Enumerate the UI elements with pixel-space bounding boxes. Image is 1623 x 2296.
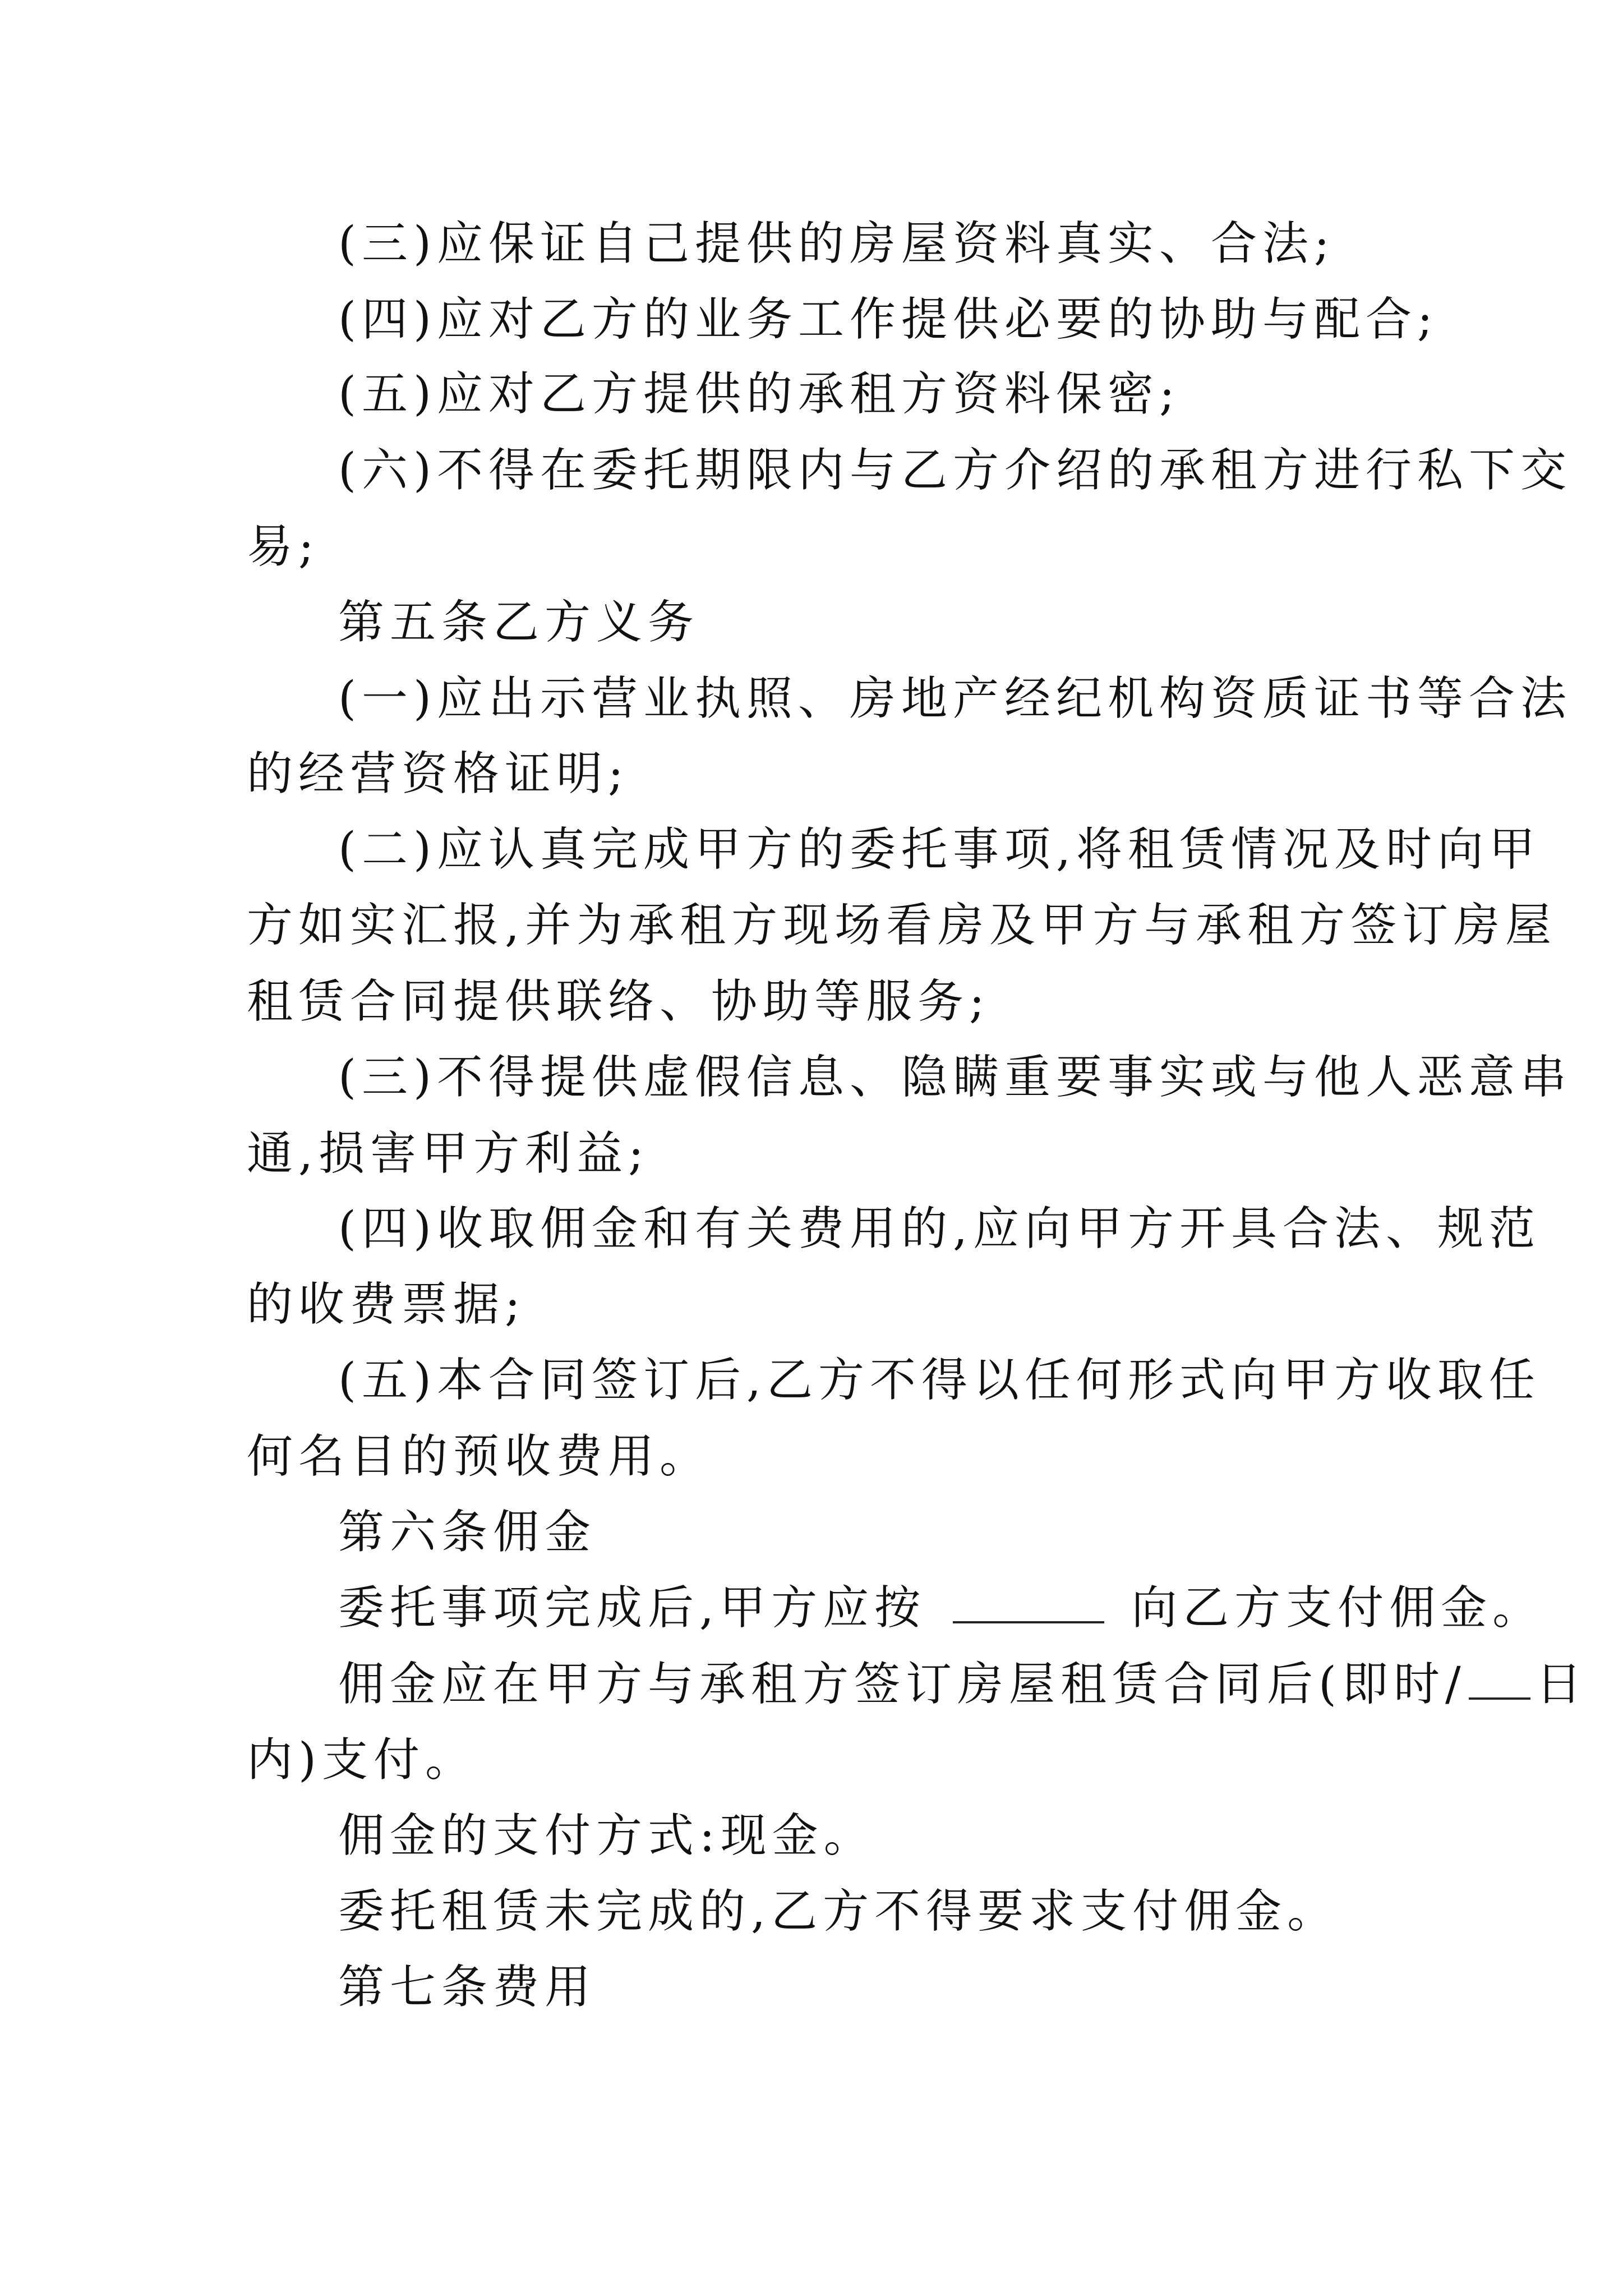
commission-line-text-before: 委托事项完成后,甲方应按	[338, 1581, 926, 1635]
commission-rate-blank[interactable]	[953, 1586, 1104, 1623]
section-heading: 第六条佣金	[338, 1506, 597, 1559]
clause-line-continued: 何名目的预收费用。	[247, 1430, 712, 1483]
clause-line: (五)应对乙方提供的承租方资料保密;	[338, 367, 1181, 421]
clause-line-continued: 租赁合同提供联络、协助等服务;	[247, 975, 990, 1028]
clause-line: (四)应对乙方的业务工作提供必要的协助与配合;	[338, 293, 1438, 346]
clause-line-continued: 易;	[247, 520, 320, 573]
clause-line-continued: 通,损害甲方利益;	[247, 1127, 649, 1180]
clause-line-continued: 的经营资格证明;	[247, 747, 629, 800]
clause-line-continued: 内)支付。	[247, 1733, 477, 1787]
clause-line-continued: 方如实汇报,并为承租方现场看房及甲方与承租方签订房屋	[247, 899, 1557, 952]
clause-line: (六)不得在委托期限内与乙方介绍的承租方进行私下交	[338, 444, 1572, 497]
clause-line-continued: 的收费票据;	[247, 1278, 526, 1331]
clause-line: (二)应认真完成甲方的委托事项,将租赁情况及时向甲	[338, 823, 1541, 876]
commission-rate-line	[338, 1580, 1544, 1636]
clause-line: (五)本合同签订后,乙方不得以任何形式向甲方收取任	[338, 1354, 1541, 1407]
payment-time-line	[338, 1657, 1588, 1713]
section-heading: 第五条乙方义务	[338, 596, 700, 649]
payment-days-blank[interactable]	[1469, 1663, 1530, 1700]
payment-time-text-before: 佣金应在甲方与承租方签订房屋租赁合同后(即时/	[338, 1658, 1467, 1711]
section-heading: 第七条费用	[338, 1961, 597, 2014]
clause-line: 佣金的支付方式:现金。	[338, 1809, 875, 1862]
clause-line: (四)收取佣金和有关费用的,应向甲方开具合法、规范	[338, 1202, 1541, 1255]
clause-line: 委托租赁未完成的,乙方不得要求支付佣金。	[338, 1885, 1339, 1938]
payment-time-text-after: 日	[1536, 1658, 1588, 1711]
clause-line: (三)应保证自己提供的房屋资料真实、合法;	[338, 217, 1335, 270]
clause-line: (三)不得提供虚假信息、隐瞒重要事实或与他人恶意串	[338, 1051, 1572, 1104]
clause-line: (一)应出示营业执照、房地产经纪机构资质证书等合法	[338, 672, 1572, 725]
commission-line-text-after: 向乙方支付佣金。	[1131, 1581, 1544, 1635]
